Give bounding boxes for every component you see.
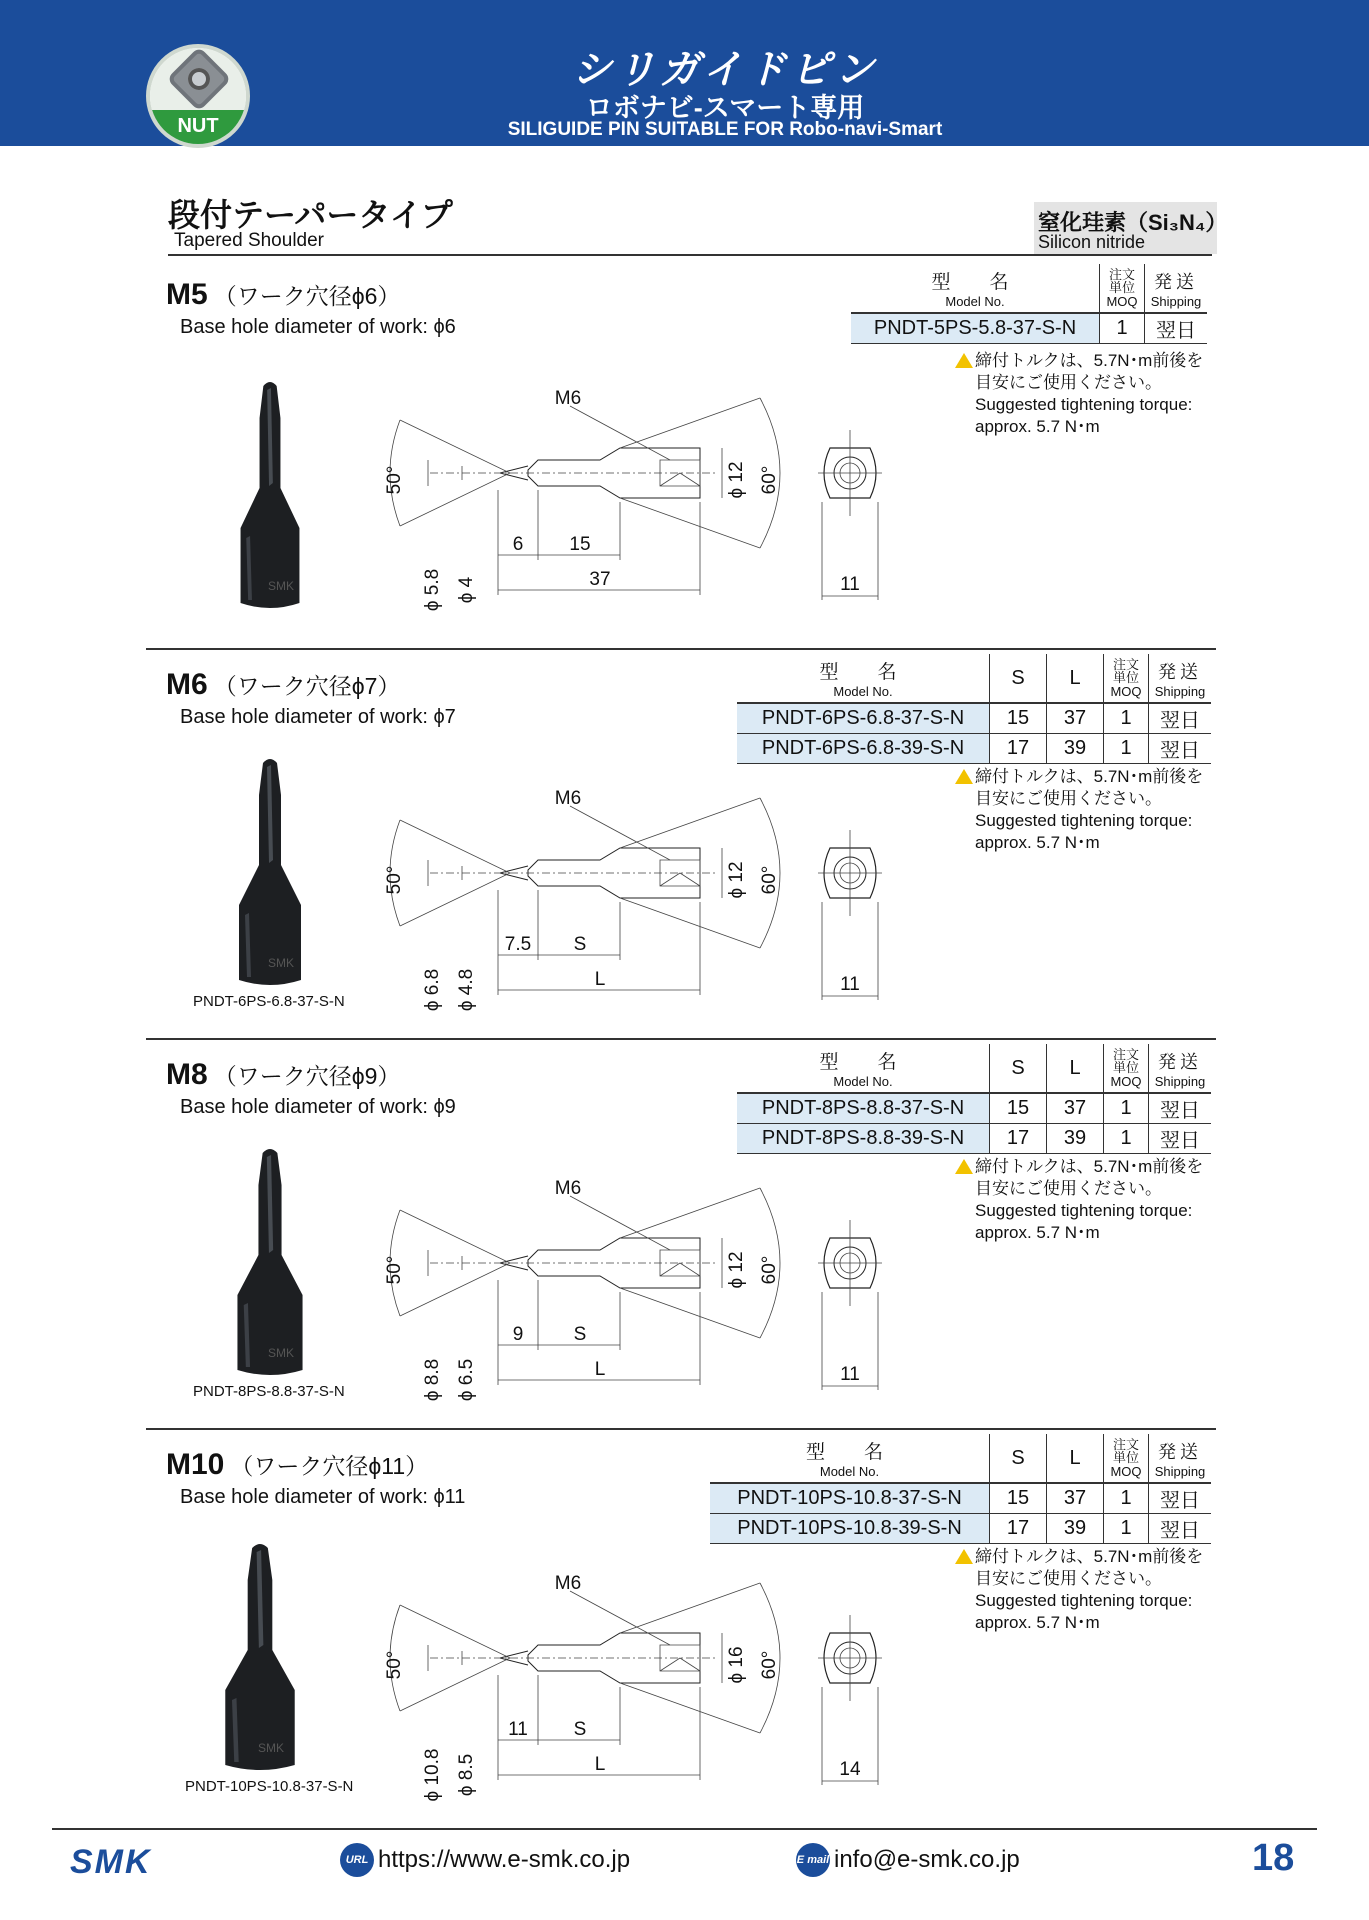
pin-photo: [215, 1145, 325, 1385]
photo-caption: PNDT-10PS-10.8-37-S-N: [185, 1778, 354, 1795]
value-shipping: 翌日: [1149, 734, 1212, 764]
angle-leg-b1: [620, 1583, 760, 1633]
model-number: PNDT-8PS-8.8-37-S-N: [737, 1093, 990, 1124]
dim-angle-b: 60°: [759, 465, 780, 495]
dim-length-total: L: [594, 1359, 606, 1380]
col-l: L: [1047, 1044, 1104, 1093]
col-s: S: [990, 1044, 1047, 1093]
spec-table-header: [710, 1434, 1211, 1483]
col-model: 型 名 Model No.: [710, 1434, 990, 1483]
pin-drawing: [370, 390, 930, 620]
angle-leg-b2: [620, 1288, 760, 1338]
value-moq: 1: [1104, 1483, 1149, 1514]
col-moq: 注文 単位 MOQ: [1100, 264, 1145, 313]
thread-leader: [570, 806, 670, 860]
section-hole-en: Base hole diameter of work: ϕ11: [180, 1486, 466, 1508]
page-title-en: Tapered Shoulder: [174, 230, 324, 251]
pin-body: [241, 382, 300, 608]
angle-leg-a2: [400, 873, 510, 926]
dim-length-2: S: [573, 934, 587, 955]
spec-table: [851, 264, 1207, 344]
dim-width: 11: [840, 974, 860, 995]
page-header: [0, 0, 1369, 146]
note-en-1: Suggested tightening torque:: [975, 811, 1193, 830]
dim-thread: M6: [554, 1180, 582, 1199]
value-s: 17: [990, 1514, 1047, 1544]
thread-leader: [570, 1591, 670, 1645]
pin-photo: [205, 1540, 315, 1780]
value-s: 15: [990, 1483, 1047, 1514]
footer-email-text[interactable]: info@e-smk.co.jp: [834, 1846, 1020, 1873]
angle-leg-a2: [400, 1658, 510, 1711]
value-shipping: 翌日: [1149, 1124, 1212, 1154]
spec-table-body: [851, 313, 1207, 344]
footer-email[interactable]: [796, 1843, 1020, 1877]
page-title-jp: 段付テーパータイプ: [168, 197, 453, 233]
model-number: PNDT-6PS-6.8-37-S-N: [737, 703, 990, 734]
pin-engraving: SMK: [267, 956, 295, 970]
angle-leg-b1: [620, 398, 760, 448]
col-shipping: 発送 Shipping: [1149, 654, 1212, 703]
nut-badge-label: NUT: [150, 110, 246, 144]
note-jp-2: 目安にご使用ください。: [975, 373, 1162, 392]
section-heading: [166, 1058, 400, 1092]
spec-table: [710, 1434, 1211, 1544]
spec-table-body: [737, 703, 1211, 764]
col-moq: 注文 単位 MOQ: [1104, 1044, 1149, 1093]
value-l: 39: [1047, 1514, 1104, 1544]
warning-icon: [955, 769, 973, 784]
header-title-en: SILIGUIDE PIN SUITABLE FOR Robo-navi-Smart: [507, 119, 943, 140]
dim-shaft-diameter: ϕ 8.5: [456, 1753, 477, 1797]
table-row: [710, 1483, 1211, 1514]
col-moq: 注文 単位 MOQ: [1104, 1434, 1149, 1483]
torque-note: [955, 1156, 1203, 1244]
value-s: 15: [990, 1093, 1047, 1124]
pin-engraving: SMK: [257, 1741, 285, 1755]
dim-head-diameter: ϕ 12: [726, 861, 747, 899]
pin-drawing: [370, 1180, 930, 1410]
value-l: 37: [1047, 1093, 1104, 1124]
torque-note: [955, 766, 1203, 854]
warning-icon: [955, 1549, 973, 1564]
photo-caption: PNDT-6PS-6.8-37-S-N: [193, 993, 345, 1010]
torque-note: [955, 350, 1203, 438]
pin-drawing: [370, 1575, 930, 1805]
material-box: [1034, 202, 1228, 254]
table-row: [737, 1093, 1211, 1124]
col-s: S: [990, 1434, 1047, 1483]
dim-angle-a: 50°: [384, 1650, 405, 1680]
section-hole-en: Base hole diameter of work: ϕ9: [180, 1096, 456, 1118]
col-shipping: 発送 Shipping: [1149, 1434, 1212, 1483]
thread-leader: [570, 406, 670, 460]
dim-head-diameter: ϕ 12: [726, 461, 747, 499]
product-section-m5: [0, 266, 1369, 658]
warning-icon: [955, 353, 973, 368]
note-jp-2: 目安にご使用ください。: [975, 1569, 1162, 1588]
spec-table-header: [737, 654, 1211, 703]
model-number: PNDT-10PS-10.8-37-S-N: [710, 1483, 990, 1514]
section-divider: [146, 1038, 1216, 1040]
dim-thread: M6: [554, 790, 582, 809]
col-model: 型 名 Model No.: [737, 1044, 990, 1093]
nut-badge: [146, 44, 250, 148]
col-shipping: 発送 Shipping: [1145, 264, 1208, 313]
value-l: 39: [1047, 1124, 1104, 1154]
section-hole-jp: （ワーク穴径ϕ6）: [213, 283, 401, 309]
value-s: 17: [990, 1124, 1047, 1154]
value-l: 39: [1047, 734, 1104, 764]
table-row: [710, 1514, 1211, 1544]
dim-tip-diameter: ϕ 10.8: [422, 1748, 443, 1802]
section-hole-en: Base hole diameter of work: ϕ6: [180, 316, 456, 338]
photo-caption: PNDT-8PS-8.8-37-S-N: [193, 1383, 345, 1400]
value-moq: 1: [1104, 703, 1149, 734]
spec-table-body: [710, 1483, 1211, 1544]
note-jp-1: 締付トルクは、5.7N･m前後を: [975, 351, 1204, 370]
col-shipping: 発送 Shipping: [1149, 1044, 1212, 1093]
footer-divider: [52, 1828, 1317, 1830]
section-heading: [166, 1448, 428, 1482]
dim-thread: M6: [554, 1575, 582, 1594]
section-hole-jp: （ワーク穴径ϕ9）: [213, 1063, 401, 1089]
dim-width: 11: [840, 1364, 860, 1385]
note-en-1: Suggested tightening torque:: [975, 1591, 1193, 1610]
footer-url[interactable]: [340, 1843, 630, 1877]
product-section-m10: [0, 1436, 1369, 1828]
product-section-m6: [0, 656, 1369, 1048]
pin-photo: [215, 755, 325, 995]
dim-width: 11: [840, 574, 860, 595]
angle-leg-a2: [400, 1263, 510, 1316]
dim-angle-b: 60°: [759, 1255, 780, 1285]
model-number: PNDT-5PS-5.8-37-S-N: [851, 313, 1100, 344]
dim-length-total: L: [594, 1754, 606, 1775]
section-divider: [146, 648, 1216, 650]
model-number: PNDT-10PS-10.8-39-S-N: [710, 1514, 990, 1544]
col-l: L: [1047, 654, 1104, 703]
note-en-2: approx. 5.7 N･m: [975, 1613, 1100, 1632]
note-jp-1: 締付トルクは、5.7N･m前後を: [975, 1157, 1204, 1176]
col-model: 型 名 Model No.: [851, 264, 1100, 313]
section-hole-en: Base hole diameter of work: ϕ7: [180, 706, 456, 728]
section-size: M8: [166, 1058, 208, 1091]
angle-leg-b2: [620, 1683, 760, 1733]
angle-leg-b2: [620, 498, 760, 548]
note-jp-1: 締付トルクは、5.7N･m前後を: [975, 767, 1204, 786]
note-en-1: Suggested tightening torque:: [975, 1201, 1193, 1220]
footer-url-text[interactable]: https://www.e-smk.co.jp: [378, 1846, 631, 1873]
section-hole-jp: （ワーク穴径ϕ7）: [213, 673, 401, 699]
angle-leg-a1: [400, 420, 510, 473]
section-divider: [146, 1428, 1216, 1430]
dim-length-total: 37: [589, 569, 611, 590]
note-jp-2: 目安にご使用ください。: [975, 789, 1162, 808]
pin-engraving: SMK: [267, 1346, 295, 1360]
dim-tip-diameter: ϕ 5.8: [422, 568, 443, 612]
model-number: PNDT-6PS-6.8-39-S-N: [737, 734, 990, 764]
dim-head-diameter: ϕ 16: [726, 1646, 747, 1684]
dim-width: 14: [839, 1759, 861, 1780]
note-en-2: approx. 5.7 N･m: [975, 417, 1100, 436]
value-moq: 1: [1104, 1093, 1149, 1124]
note-en-2: approx. 5.7 N･m: [975, 1223, 1100, 1242]
pin-body: [237, 1149, 302, 1375]
spec-table: [737, 1044, 1211, 1154]
value-shipping: 翌日: [1145, 313, 1208, 344]
value-l: 37: [1047, 703, 1104, 734]
product-section-m8: [0, 1046, 1369, 1438]
spec-table-header: [737, 1044, 1211, 1093]
thread-leader: [570, 1196, 670, 1250]
section-size: M6: [166, 668, 208, 701]
pin-body: [239, 759, 301, 985]
title-divider: [168, 254, 1212, 256]
value-moq: 1: [1104, 1124, 1149, 1154]
model-number: PNDT-8PS-8.8-39-S-N: [737, 1124, 990, 1154]
section-hole-jp: （ワーク穴径ϕ11）: [230, 1453, 429, 1479]
value-s: 17: [990, 734, 1047, 764]
note-jp-2: 目安にご使用ください。: [975, 1179, 1162, 1198]
dim-shaft-diameter: ϕ 4.8: [456, 968, 477, 1012]
table-row: [737, 703, 1211, 734]
dim-length-1: 7.5: [504, 934, 532, 955]
dim-thread: M6: [554, 390, 582, 409]
col-l: L: [1047, 1434, 1104, 1483]
pin-body: [225, 1544, 294, 1770]
angle-leg-b1: [620, 1188, 760, 1238]
page-number: 18: [1252, 1837, 1295, 1879]
material-en: Silicon nitride: [1038, 232, 1146, 252]
col-s: S: [990, 654, 1047, 703]
dim-angle-b: 60°: [759, 1650, 780, 1680]
value-shipping: 翌日: [1149, 703, 1212, 734]
section-size: M5: [166, 278, 208, 311]
note-jp-1: 締付トルクは、5.7N･m前後を: [975, 1547, 1204, 1566]
value-moq: 1: [1100, 313, 1145, 344]
col-model: 型 名 Model No.: [737, 654, 990, 703]
dim-tip-diameter: ϕ 6.8: [422, 968, 443, 1012]
dim-length-2: S: [573, 1719, 587, 1740]
pin-photo: [215, 378, 325, 618]
pin-drawing: [370, 790, 930, 1020]
footer-logo: SMK: [70, 1843, 152, 1881]
section-size: M10: [166, 1448, 225, 1481]
dim-angle-a: 50°: [384, 465, 405, 495]
dim-shaft-diameter: ϕ 4: [456, 576, 477, 604]
note-en-2: approx. 5.7 N･m: [975, 833, 1100, 852]
section-heading: [166, 278, 400, 312]
header-title-jp: シリガイドピン: [571, 48, 879, 92]
angle-leg-a2: [400, 473, 510, 526]
spec-table-header: [851, 264, 1207, 313]
value-moq: 1: [1104, 734, 1149, 764]
section-heading: [166, 668, 400, 702]
dim-angle-b: 60°: [759, 865, 780, 895]
value-shipping: 翌日: [1149, 1514, 1212, 1544]
dim-angle-a: 50°: [384, 1255, 405, 1285]
note-en-1: Suggested tightening torque:: [975, 395, 1193, 414]
dim-length-1: 9: [512, 1324, 524, 1345]
email-icon: E mail: [796, 1843, 830, 1877]
dim-head-diameter: ϕ 12: [726, 1251, 747, 1289]
table-row: [851, 313, 1207, 344]
col-moq: 注文 単位 MOQ: [1104, 654, 1149, 703]
material-jp: 窒化珪素（Si₃N₄）: [1038, 210, 1228, 235]
value-s: 15: [990, 703, 1047, 734]
value-shipping: 翌日: [1149, 1093, 1212, 1124]
header-subtitle-jp: ロボナビ-スマート専用: [585, 93, 865, 123]
angle-leg-a1: [400, 820, 510, 873]
spec-table: [737, 654, 1211, 764]
url-icon: URL: [340, 1843, 374, 1877]
dim-length-2: S: [573, 1324, 587, 1345]
warning-icon: [955, 1159, 973, 1174]
angle-leg-b1: [620, 798, 760, 848]
dim-shaft-diameter: ϕ 6.5: [456, 1358, 477, 1402]
angle-leg-a1: [400, 1605, 510, 1658]
value-l: 37: [1047, 1483, 1104, 1514]
dim-length-1: 11: [508, 1719, 528, 1740]
angle-leg-b2: [620, 898, 760, 948]
dim-angle-a: 50°: [384, 865, 405, 895]
table-row: [737, 1124, 1211, 1154]
value-moq: 1: [1104, 1514, 1149, 1544]
dim-length-total: L: [594, 969, 606, 990]
torque-note: [955, 1546, 1203, 1634]
angle-leg-a1: [400, 1210, 510, 1263]
table-row: [737, 734, 1211, 764]
pin-engraving: SMK: [267, 579, 295, 593]
dim-length-1: 6: [512, 534, 524, 555]
spec-table-body: [737, 1093, 1211, 1154]
dim-length-2: 15: [569, 534, 591, 555]
dim-tip-diameter: ϕ 8.8: [422, 1358, 443, 1402]
value-shipping: 翌日: [1149, 1483, 1212, 1514]
